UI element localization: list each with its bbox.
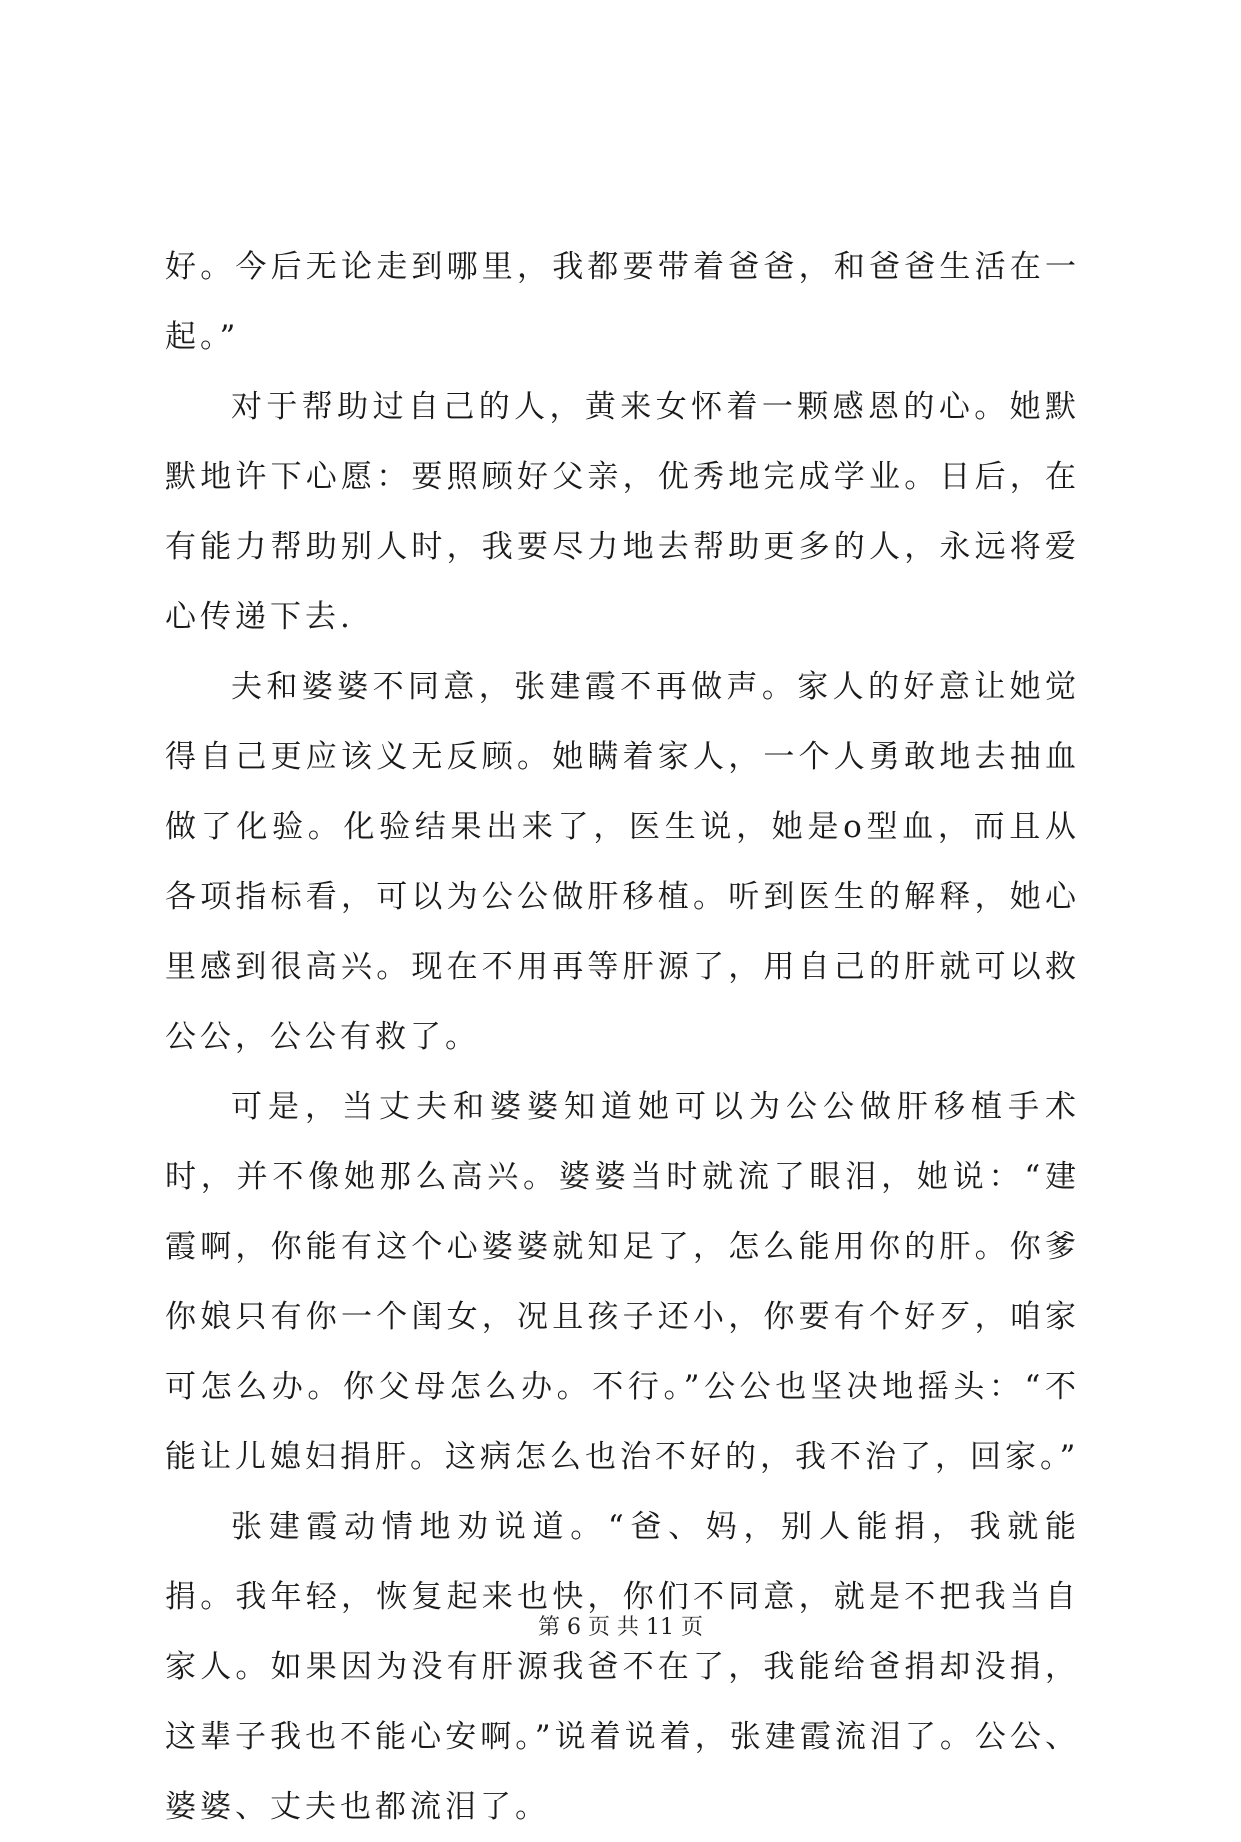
paragraph: 张建霞动情地劝说道。“爸、妈，别人能捐，我就能捐。我年轻，恢复起来也快，你们不同意，就是不把我当自家人。如果因为没有肝源我爸不在了，我能给爸捐却没捐，这辈子我也不能心安啊。”说着说着，张建霞流泪了。公公、婆婆、丈夫也都流泪了。 — [165, 1509, 1080, 1825]
page-number-footer: 第 6 页 共 11 页 — [538, 1615, 703, 1640]
paragraph: 可是，当丈夫和婆婆知道她可以为公公做肝移植手术时，并不像她那么高兴。婆婆当时就流了眼泪，她说：“建霞啊，你能有这个心婆婆就知足了，怎么能用你的肝。你爹你娘只有你一个闺女，况且孩子还小，你要有个好歹，咱家可怎么办。你父母怎么办。不行。”公公也坚决地摇头：“不能让儿媳妇捐肝。这病怎么也治不好的，我不治了，回家。” — [165, 1089, 1080, 1475]
paragraph: 对于帮助过自己的人，黄来女怀着一颗感恩的心。她默默地许下心愿：要照顾好父亲，优秀地完成学业。日后，在有能力帮助别人时，我要尽力地去帮助更多的人，永远将爱心传递下去. — [165, 389, 1080, 635]
paragraph-continued: 好。今后无论走到哪里，我都要带着爸爸，和爸爸生活在一起。” — [165, 249, 1080, 355]
document-body — [165, 232, 1080, 1842]
paragraph: 夫和婆婆不同意，张建霞不再做声。家人的好意让她觉得自己更应该义无反顾。她瞒着家人，一个人勇敢地去抽血做了化验。化验结果出来了，医生说，她是o型血，而且从各项指标看，可以为公公做肝移植。听到医生的解释，她心里感到很高兴。现在不用再等肝源了，用自己的肝就可以救公公，公公有救了。 — [165, 669, 1080, 1055]
